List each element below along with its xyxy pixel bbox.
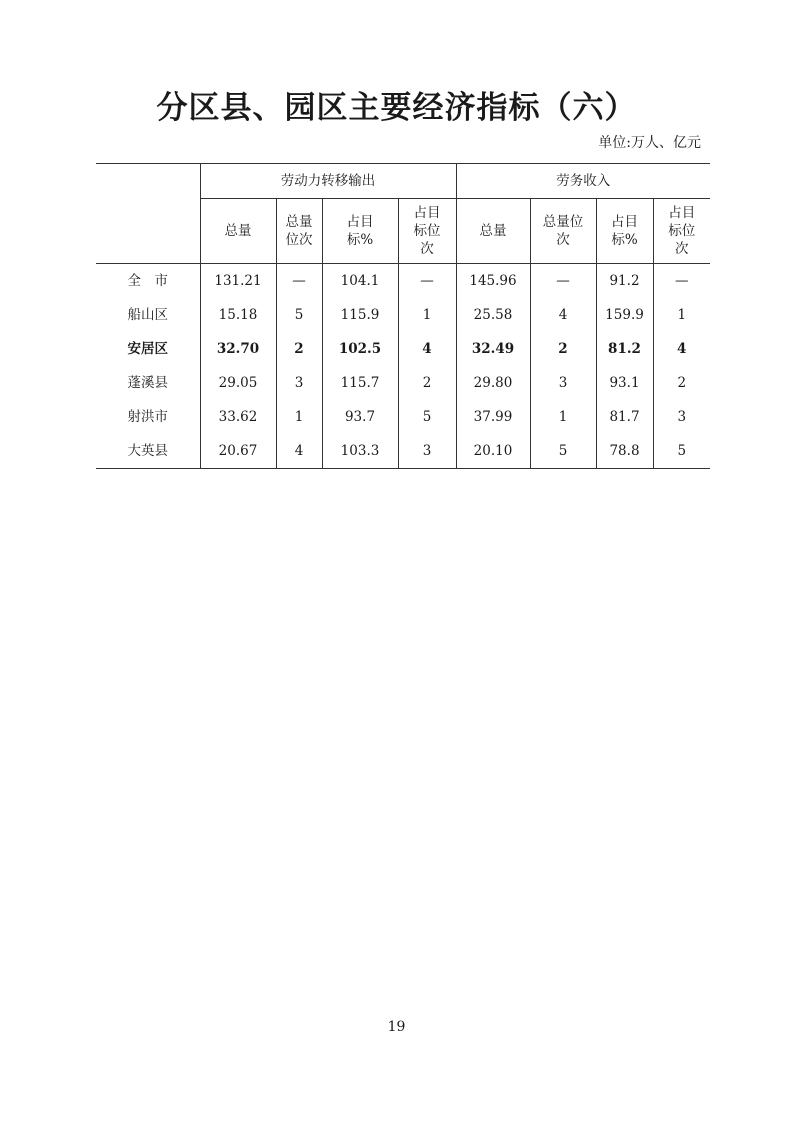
value-cell: 3 bbox=[398, 434, 456, 469]
value-cell: — bbox=[653, 264, 710, 299]
value-cell: 2 bbox=[398, 366, 456, 400]
value-cell: 32.70 bbox=[200, 332, 276, 366]
table-row bbox=[96, 434, 710, 469]
sub-header-cell: 总量 bbox=[456, 199, 530, 264]
value-cell: — bbox=[276, 264, 322, 299]
value-cell: 93.7 bbox=[322, 400, 398, 434]
page-title: 分区县、园区主要经济指标（六） bbox=[156, 90, 637, 126]
value-cell: 115.9 bbox=[322, 298, 398, 332]
group-header-labor-income: 劳务收入 bbox=[456, 164, 710, 199]
value-cell: 4 bbox=[653, 332, 710, 366]
value-cell: 1 bbox=[653, 298, 710, 332]
value-cell: 3 bbox=[530, 366, 596, 400]
value-cell: 1 bbox=[276, 400, 322, 434]
sub-header-cell: 占目 标位 次 bbox=[653, 199, 710, 264]
table-row bbox=[96, 298, 710, 332]
value-cell: 1 bbox=[398, 298, 456, 332]
value-cell: 5 bbox=[530, 434, 596, 469]
group-header-row bbox=[96, 164, 710, 199]
value-cell: 29.05 bbox=[200, 366, 276, 400]
sub-header-cell: 总量位 次 bbox=[530, 199, 596, 264]
region-name-cell: 全 市 bbox=[127, 272, 168, 289]
value-cell: 2 bbox=[530, 332, 596, 366]
region-name-cell: 船山区 bbox=[127, 306, 168, 323]
economic-indicators-table bbox=[96, 163, 710, 469]
value-cell: 3 bbox=[653, 400, 710, 434]
table-body bbox=[96, 264, 710, 469]
value-cell: 81.2 bbox=[596, 332, 653, 366]
region-name-cell: 射洪市 bbox=[127, 408, 168, 425]
value-cell: 4 bbox=[398, 332, 456, 366]
value-cell: 2 bbox=[653, 366, 710, 400]
value-cell: 91.2 bbox=[596, 264, 653, 299]
value-cell: 29.80 bbox=[456, 366, 530, 400]
value-cell: 103.3 bbox=[322, 434, 398, 469]
value-cell: — bbox=[398, 264, 456, 299]
unit-note: 单位:万人、亿元 bbox=[598, 135, 701, 151]
sub-header-cell: 总量 bbox=[200, 199, 276, 264]
table-row bbox=[96, 400, 710, 434]
region-name-cell: 大英县 bbox=[96, 434, 200, 469]
value-cell: — bbox=[530, 264, 596, 299]
table-row bbox=[96, 366, 710, 400]
value-cell: 2 bbox=[276, 332, 322, 366]
value-cell: 5 bbox=[653, 434, 710, 469]
value-cell: 25.58 bbox=[456, 298, 530, 332]
sub-header-cell: 占目 标% bbox=[322, 199, 398, 264]
value-cell: 104.1 bbox=[322, 264, 398, 299]
table-row bbox=[96, 264, 710, 299]
value-cell: 20.10 bbox=[456, 434, 530, 469]
value-cell: 5 bbox=[398, 400, 456, 434]
value-cell: 115.7 bbox=[322, 366, 398, 400]
value-cell: 20.67 bbox=[200, 434, 276, 469]
sub-header-cell: 占目 标位 次 bbox=[398, 199, 456, 264]
value-cell: 131.21 bbox=[200, 264, 276, 299]
value-cell: 1 bbox=[530, 400, 596, 434]
value-cell: 4 bbox=[276, 434, 322, 469]
region-name-cell: 蓬溪县 bbox=[127, 374, 168, 391]
value-cell: 81.7 bbox=[596, 400, 653, 434]
value-cell: 3 bbox=[276, 366, 322, 400]
group-header-labor-transfer: 劳动力转移输出 bbox=[200, 164, 456, 199]
sub-header-cell: 总量 位次 bbox=[276, 199, 322, 264]
page-number: 19 bbox=[387, 1019, 406, 1035]
value-cell: 32.49 bbox=[456, 332, 530, 366]
value-cell: 145.96 bbox=[456, 264, 530, 299]
value-cell: 37.99 bbox=[456, 400, 530, 434]
value-cell: 78.8 bbox=[596, 434, 653, 469]
value-cell: 102.5 bbox=[322, 332, 398, 366]
value-cell: 15.18 bbox=[200, 298, 276, 332]
sub-header-cell: 占目 标% bbox=[596, 199, 653, 264]
region-name-cell: 安居区 bbox=[127, 340, 168, 357]
value-cell: 33.62 bbox=[200, 400, 276, 434]
value-cell: 93.1 bbox=[596, 366, 653, 400]
value-cell: 5 bbox=[276, 298, 322, 332]
corner-cell bbox=[96, 164, 200, 264]
table-row bbox=[96, 332, 710, 366]
value-cell: 4 bbox=[530, 298, 596, 332]
value-cell: 159.9 bbox=[596, 298, 653, 332]
